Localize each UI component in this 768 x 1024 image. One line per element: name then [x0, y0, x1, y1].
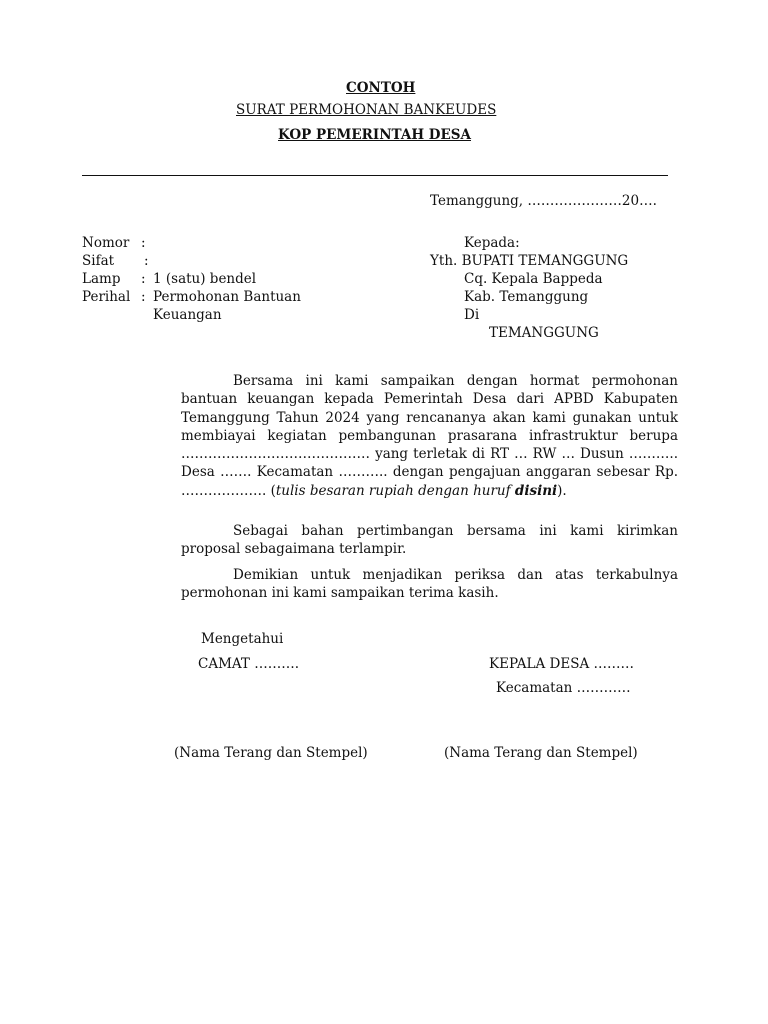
recipient-cq: Cq. Kepala Bappeda [464, 271, 603, 287]
sig-kecamatan: Kecamatan ………… [496, 680, 631, 696]
recipient-city: TEMANGGUNG [489, 325, 599, 341]
recipient-di: Di [464, 307, 480, 323]
nomor-label: Nomor [82, 235, 130, 251]
perihal-colon: : [141, 289, 146, 305]
recipient-yth: Yth. BUPATI TEMANGGUNG [430, 253, 629, 269]
body-paragraph-3: Demikian untuk menjadikan periksa dan atas terkabulnya permohonan ini kami sampaikan terima kasih. [181, 567, 678, 602]
perihal-value-1: Permohonan Bantuan [153, 289, 301, 305]
sifat-label: Sifat [82, 253, 115, 269]
body-paragraph-1 [181, 372, 678, 500]
sig-name-left: (Nama Terang dan Stempel) [174, 745, 368, 761]
lamp-colon: : [141, 271, 146, 287]
p1-italic: tulis besaran rupiah dengan huruf [275, 482, 515, 499]
lamp-value: 1 (satu) bendel [153, 271, 257, 287]
date-line: Temanggung, …………………20…. [430, 193, 657, 209]
sig-mengetahui: Mengetahui [201, 631, 284, 647]
header-contoh: CONTOH [346, 80, 416, 96]
p1-text: Bersama ini kami sampaikan dengan hormat permohonan bantuan keuangan kepada Pemerintah Desa dari APBD Kabupaten Temanggung Tahun 2024 yang rencananya akan kami gunakan untuk membiayai kegiatan pembangunan prasarana infrastruktur berupa …………………………………… yang terletak di RT … RW … Dusun ……….. Desa ……. Kecamatan ……….. dengan pengajuan anggaran sebesar Rp. ………………. ( [181, 373, 678, 499]
recipient-kepada: Kepada: [464, 235, 520, 251]
sig-camat: CAMAT ………. [198, 656, 299, 672]
p1-end: ). [557, 482, 567, 499]
header-kop: KOP PEMERINTAH DESA [278, 127, 471, 143]
sifat-colon: : [144, 253, 149, 269]
sig-name-right: (Nama Terang dan Stempel) [444, 745, 638, 761]
header-title: SURAT PERMOHONAN BANKEUDES [236, 102, 497, 118]
recipient-kab: Kab. Temanggung [464, 289, 589, 305]
perihal-label: Perihal [82, 289, 131, 305]
sig-kepala-desa: KEPALA DESA ……… [489, 656, 635, 672]
p1-bold-italic: disini [514, 482, 558, 499]
header-divider [82, 175, 668, 176]
perihal-value-2: Keuangan [153, 307, 222, 323]
lamp-label: Lamp [82, 271, 121, 287]
body-paragraph-2: Sebagai bahan pertimbangan bersama ini kami kirimkan proposal sebagaimana terlampir. [181, 523, 678, 558]
nomor-colon: : [141, 235, 146, 251]
